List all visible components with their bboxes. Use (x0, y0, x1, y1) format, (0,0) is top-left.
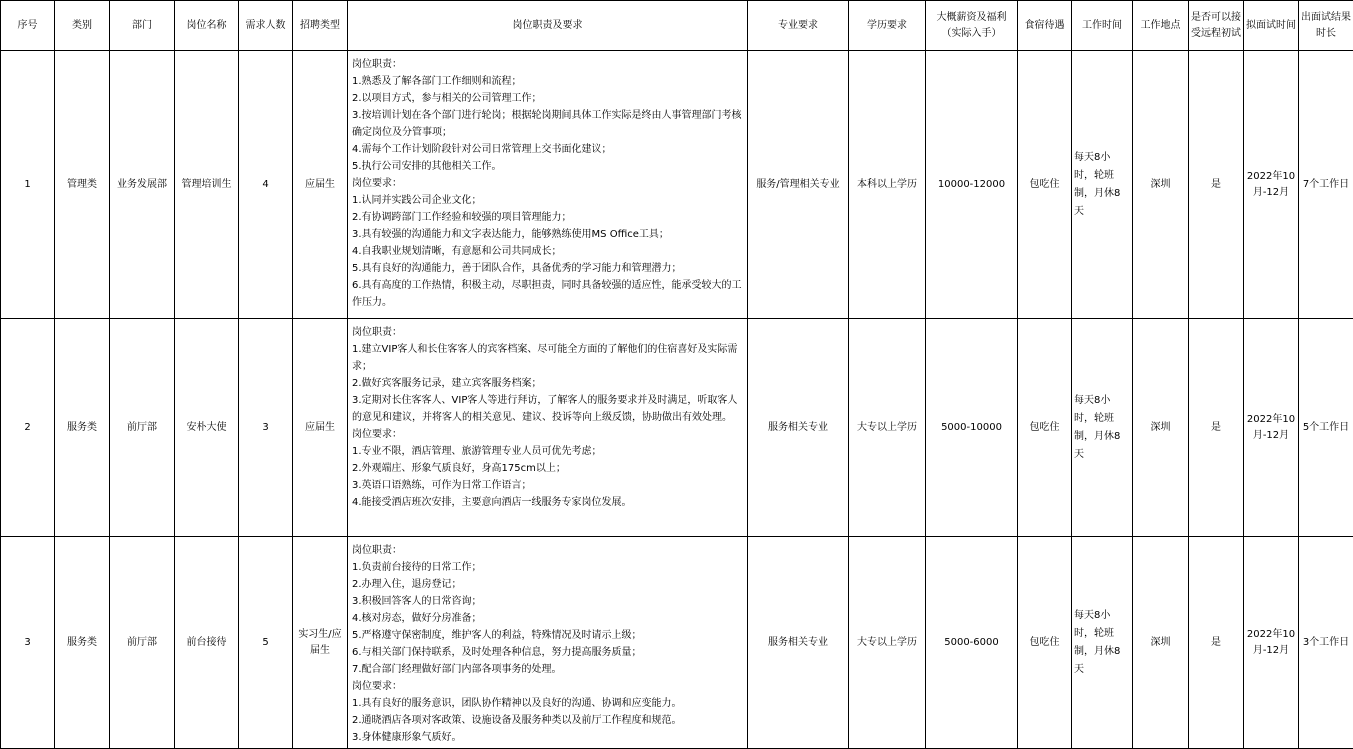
table-row (1, 319, 1353, 537)
cell-position: 安朴大使 (175, 319, 239, 537)
description-line: 4.核对房态，做好分房准备； (352, 613, 482, 624)
table-row (1, 537, 1353, 749)
description-line: 3.英语口语熟练，可作为日常工作语言； (352, 480, 532, 491)
header-cell-department: 部门 (110, 1, 175, 51)
cell-major: 服务相关专业 (748, 319, 849, 537)
cell-no: 2 (1, 319, 55, 537)
cell-position: 前台接待 (175, 537, 239, 749)
description-line: 1.负责前台接待的日常工作； (352, 562, 482, 573)
cell-major: 服务相关专业 (748, 537, 849, 749)
header-cell-result: 出面试结果时长 (1299, 1, 1353, 51)
cell-education: 本科以上学历 (849, 51, 926, 319)
description-line: 3.具有较强的沟通能力和文字表达能力，能够熟练使用MS Office工具； (352, 229, 669, 240)
header-cell-location: 工作地点 (1133, 1, 1189, 51)
description-line: 3.定期对长住客客人、VIP客人等进行拜访，了解客人的服务要求并及时满足，听取客人的意见和建议，并将客人的相关意见、建议、投诉等向上级反馈，协助做出有效处理。 (352, 395, 738, 423)
header-cell-remote: 是否可以接受远程初试 (1189, 1, 1244, 51)
description-line: 2.做好宾客服务记录，建立宾客服务档案； (352, 378, 542, 389)
header-cell-count: 需求人数 (239, 1, 293, 51)
description-line: 岗位要求： (352, 429, 402, 440)
cell-education: 大专以上学历 (849, 319, 926, 537)
description-line: 6.具有高度的工作热情，积极主动，尽职担责，同时具备较强的适应性，能承受较大的工作压力。 (352, 280, 742, 308)
cell-education: 大专以上学历 (849, 537, 926, 749)
description-line: 5.执行公司安排的其他相关工作。 (352, 161, 502, 172)
header-cell-lodging: 食宿待遇 (1018, 1, 1072, 51)
cell-lodging: 包吃住 (1018, 537, 1072, 749)
cell-description (348, 319, 748, 537)
cell-remote: 是 (1189, 319, 1244, 537)
description-line: 岗位职责： (352, 545, 402, 556)
cell-result: 5个工作日 (1299, 319, 1353, 537)
description-line: 4.能接受酒店班次安排，主要意向酒店一线服务专家岗位发展。 (352, 497, 632, 508)
cell-department: 前厅部 (110, 537, 175, 749)
header-cell-hours: 工作时间 (1072, 1, 1133, 51)
cell-result: 3个工作日 (1299, 537, 1353, 749)
cell-major: 服务/管理相关专业 (748, 51, 849, 319)
description-line: 6.与相关部门保持联系，及时处理各种信息，努力提高服务质量； (352, 647, 642, 658)
description-line: 5.具有良好的沟通能力，善于团队合作，具备优秀的学习能力和管理潜力； (352, 263, 682, 274)
cell-remote: 是 (1189, 51, 1244, 319)
cell-salary: 10000-12000 (926, 51, 1018, 319)
description-line: 2.以项目方式，参与相关的公司管理工作； (352, 93, 542, 104)
description-line: 岗位职责： (352, 59, 402, 70)
description-line: 2.外观端庄、形象气质良好，身高175cm以上； (352, 463, 566, 474)
cell-no: 1 (1, 51, 55, 319)
cell-type: 实习生/应届生 (293, 537, 348, 749)
description-line: 3.积极回答客人的日常咨询； (352, 596, 482, 607)
description-line: 2.办理入住，退房登记； (352, 579, 462, 590)
cell-department: 前厅部 (110, 319, 175, 537)
description-line: 2.有协调跨部门工作经验和较强的项目管理能力； (352, 212, 572, 223)
cell-lodging: 包吃住 (1018, 51, 1072, 319)
cell-description (348, 51, 748, 319)
cell-location: 深圳 (1133, 537, 1189, 749)
description-line: 岗位要求： (352, 681, 402, 692)
cell-salary: 5000-6000 (926, 537, 1018, 749)
description-line: 岗位职责： (352, 327, 402, 338)
cell-type: 应届生 (293, 51, 348, 319)
cell-hours: 每天8小时，轮班制，月休8天 (1072, 537, 1133, 749)
cell-department: 业务发展部 (110, 51, 175, 319)
cell-position: 管理培训生 (175, 51, 239, 319)
cell-hours: 每天8小时，轮班制，月休8天 (1072, 319, 1133, 537)
description-line: 1.认同并实践公司企业文化； (352, 195, 482, 206)
cell-remote: 是 (1189, 537, 1244, 749)
description-line: 5.严格遵守保密制度，维护客人的利益，特殊情况及时请示上级； (352, 630, 642, 641)
cell-count: 4 (239, 51, 293, 319)
header-row (1, 1, 1353, 51)
description-line: 1.建立VIP客人和长住客客人的宾客档案、尽可能全方面的了解他们的住宿喜好及实际需求； (352, 344, 738, 372)
header-cell-description: 岗位职责及要求 (348, 1, 748, 51)
cell-location: 深圳 (1133, 51, 1189, 319)
cell-count: 3 (239, 319, 293, 537)
header-cell-position: 岗位名称 (175, 1, 239, 51)
description-line: 4.需每个工作计划阶段针对公司日常管理上交书面化建议； (352, 144, 612, 155)
header-cell-education: 学历要求 (849, 1, 926, 51)
header-cell-no: 序号 (1, 1, 55, 51)
description-line: 3.按培训计划在各个部门进行轮岗；根据轮岗期间具体工作实际是终由人事管理部门考核确定岗位及分管事项； (352, 110, 742, 138)
cell-count: 5 (239, 537, 293, 749)
header-cell-interview: 拟面试时间 (1244, 1, 1299, 51)
table-row (1, 51, 1353, 319)
description-line: 1.熟悉及了解各部门工作细则和流程； (352, 76, 522, 87)
description-line: 4.自我职业规划清晰，有意愿和公司共同成长； (352, 246, 562, 257)
header-cell-major: 专业要求 (748, 1, 849, 51)
description-line: 1.专业不限，酒店管理、旅游管理专业人员可优先考虑； (352, 446, 602, 457)
cell-hours: 每天8小时，轮班制，月休8天 (1072, 51, 1133, 319)
header-cell-type: 招聘类型 (293, 1, 348, 51)
cell-no: 3 (1, 537, 55, 749)
cell-result: 7个工作日 (1299, 51, 1353, 319)
cell-category: 服务类 (55, 537, 110, 749)
cell-salary: 5000-10000 (926, 319, 1018, 537)
description-line: 2.通晓酒店各项对客政策、设施设备及服务种类以及前厅工作程度和规范。 (352, 715, 682, 726)
cell-lodging: 包吃住 (1018, 319, 1072, 537)
cell-location: 深圳 (1133, 319, 1189, 537)
cell-category: 管理类 (55, 51, 110, 319)
description-line: 岗位要求： (352, 178, 402, 189)
cell-category: 服务类 (55, 319, 110, 537)
description-line: 1.具有良好的服务意识，团队协作精神以及良好的沟通、协调和应变能力。 (352, 698, 682, 709)
description-line: 3.身体健康形象气质好。 (352, 732, 462, 743)
cell-interview: 2022年10月-12月 (1244, 537, 1299, 749)
cell-description (348, 537, 748, 749)
header-cell-salary: 大概薪资及福利（实际入手） (926, 1, 1018, 51)
cell-interview: 2022年10月-12月 (1244, 319, 1299, 537)
cell-type: 应届生 (293, 319, 348, 537)
cell-interview: 2022年10月-12月 (1244, 51, 1299, 319)
description-line: 7.配合部门经理做好部门内部各项事务的处理。 (352, 664, 562, 675)
header-cell-category: 类别 (55, 1, 110, 51)
